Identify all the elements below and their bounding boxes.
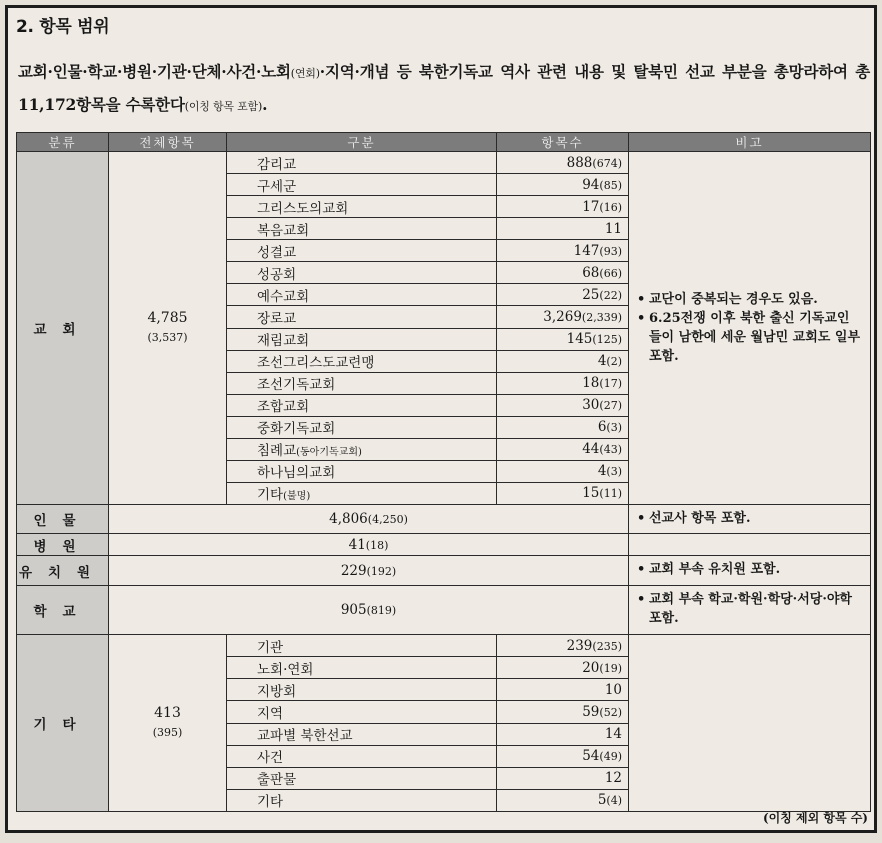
count-cell [497, 306, 629, 328]
remark-text: 교회 부속 학교·학원·학당·서당·야학 포함. [649, 591, 852, 626]
remark-item [637, 509, 862, 528]
division-name: 조선기독교회 [257, 377, 336, 394]
count-value: 44 [582, 441, 600, 458]
division-name: 노회·연회 [257, 661, 314, 678]
remarks-person [629, 505, 871, 534]
division-name: 그리스도의교회 [257, 200, 349, 217]
count-value: 239 [566, 637, 593, 654]
count-cell [497, 679, 629, 701]
division-name: 하나님의교회 [257, 465, 336, 482]
division-name: 장로교 [257, 310, 297, 327]
remark-item [637, 560, 862, 579]
division-cell [227, 372, 497, 394]
count-sub-value: (49) [599, 750, 622, 764]
total-church [109, 152, 227, 505]
total-sub-value: (3,537) [147, 331, 188, 344]
remarks-school [629, 585, 871, 634]
count-cell [497, 152, 629, 174]
count-value: 4,806 [329, 511, 368, 528]
remark-item [637, 290, 862, 309]
count-value: 229 [340, 562, 367, 579]
count-sub-value: (2,339) [581, 310, 622, 324]
count-value: 59 [582, 704, 600, 721]
header-count: 항목수 [497, 133, 629, 152]
count-sub-value: (3) [606, 421, 622, 435]
division-name: 지역 [257, 706, 284, 723]
count-value: 17 [582, 198, 600, 215]
count-sub-value: (11) [599, 487, 622, 501]
table-header-row [17, 133, 871, 152]
division-cell [227, 394, 497, 416]
count-value: 10 [604, 681, 622, 698]
count-cell [497, 438, 629, 460]
count-person [109, 505, 629, 534]
division-name-note: (동아기독교회) [296, 447, 362, 459]
division-name: 구세군 [257, 178, 297, 195]
count-cell [497, 745, 629, 767]
count-sub-value: (125) [592, 333, 622, 347]
bullet-mark: • [637, 511, 646, 526]
division-cell [227, 196, 497, 218]
count-cell [497, 394, 629, 416]
division-cell [227, 174, 497, 196]
count-value: 54 [582, 748, 600, 765]
table-row [17, 556, 871, 585]
category-etc [17, 635, 109, 812]
count-value: 14 [604, 726, 622, 743]
count-school [109, 585, 629, 634]
division-name: 재림교회 [257, 333, 310, 350]
count-value: 20 [582, 659, 600, 676]
division-name: 예수교회 [257, 288, 310, 305]
count-cell [497, 350, 629, 372]
remark-text: 6.25전쟁 이후 북한 출신 기독교인들이 남한에 세운 월남민 교회도 일부 포함. [649, 311, 860, 364]
category-school [17, 585, 109, 634]
count-cell [497, 723, 629, 745]
intro-period: . [262, 95, 268, 114]
division-name-note: (불명) [283, 491, 311, 503]
division-name: 기타 [257, 794, 284, 811]
count-value: 4 [597, 353, 607, 370]
division-name: 사건 [257, 750, 284, 767]
division-cell [227, 284, 497, 306]
count-value: 3,269 [543, 308, 582, 325]
header-division: 구분 [227, 133, 497, 152]
count-value: 25 [582, 286, 600, 303]
count-sub-value: (17) [599, 377, 622, 391]
count-value: 41 [348, 536, 366, 553]
bullet-mark: • [637, 292, 646, 307]
intro-small-2: (이칭 항목 포함) [184, 100, 263, 113]
intro-text-1: 교회·인물·학교·병원·기관·단체·사건·노회 [18, 62, 291, 81]
count-cell [497, 657, 629, 679]
division-cell [227, 789, 497, 811]
division-cell [227, 679, 497, 701]
division-name: 조선그리스도교련맹 [257, 355, 375, 372]
division-name: 출판물 [257, 772, 297, 789]
count-sub-value: (85) [599, 178, 622, 192]
remark-text: 교회 부속 유치원 포함. [649, 562, 781, 578]
division-cell [227, 328, 497, 350]
category-label: 학교 [33, 604, 92, 621]
count-cell [497, 372, 629, 394]
count-sub-value: (52) [599, 706, 622, 720]
total-value: 413 [154, 705, 181, 722]
count-cell [497, 196, 629, 218]
category-label: 인물 [33, 513, 92, 530]
remarks-church [629, 152, 871, 505]
division-cell [227, 657, 497, 679]
count-cell [497, 284, 629, 306]
intro-small-1: (연회) [290, 67, 320, 80]
count-value: 6 [597, 419, 607, 436]
table-row [17, 152, 871, 174]
division-cell [227, 416, 497, 438]
scope-table [16, 132, 871, 812]
division-name: 교파별 북한선교 [257, 728, 353, 745]
division-cell [227, 635, 497, 657]
count-cell [497, 789, 629, 811]
intro-paragraph [18, 56, 870, 122]
table-row [17, 585, 871, 634]
count-sub-value: (3) [606, 465, 622, 479]
count-value: 145 [566, 331, 593, 348]
division-cell [227, 460, 497, 482]
category-label: 병원 [33, 538, 92, 555]
division-name: 지방회 [257, 683, 297, 700]
total-etc [109, 635, 227, 812]
category-label: 교회 [33, 322, 92, 338]
count-value: 30 [582, 397, 600, 414]
remark-text: 교단이 중복되는 경우도 있음. [649, 292, 818, 307]
division-cell [227, 306, 497, 328]
count-value: 15 [582, 485, 600, 502]
category-label: 유치원 [18, 564, 107, 581]
division-name: 기타 [257, 487, 284, 504]
division-cell [227, 745, 497, 767]
count-sub-value: (674) [592, 156, 622, 170]
category-kinder [17, 556, 109, 585]
count-cell [497, 767, 629, 789]
remarks-etc [629, 635, 871, 812]
division-name: 조합교회 [257, 399, 310, 416]
document-page [5, 5, 877, 833]
count-sub-value: (4,250) [367, 513, 408, 527]
table-row [17, 635, 871, 657]
category-church [17, 152, 109, 505]
bullet-mark: • [637, 311, 646, 326]
division-cell [227, 218, 497, 240]
intro-text-2: ·지역·개념 등 북한기독교 역사 관련 내용 및 탈북민 선교 부분을 총망라하여 총 11,172항목을 수록한다 [18, 62, 870, 114]
count-sub-value: (16) [599, 200, 622, 214]
table-row [17, 534, 871, 556]
count-value: 905 [340, 602, 367, 619]
count-sub-value: (27) [599, 399, 622, 413]
division-name: 기관 [257, 639, 284, 656]
header-remarks: 비고 [629, 133, 871, 152]
total-sub-value: (395) [152, 726, 183, 740]
footer-note: (이칭 제외 항목 수) [762, 811, 868, 825]
division-name: 복음교회 [257, 222, 310, 239]
remarks-kinder [629, 556, 871, 585]
division-cell [227, 723, 497, 745]
count-value: 94 [582, 176, 600, 193]
remark-item [637, 590, 862, 628]
division-cell [227, 482, 497, 504]
count-sub-value: (819) [366, 604, 397, 618]
division-cell [227, 350, 497, 372]
count-sub-value: (2) [606, 355, 622, 369]
section-heading: 2. 항목 범위 [16, 17, 110, 37]
count-value: 5 [597, 792, 607, 809]
division-cell [227, 438, 497, 460]
count-cell [497, 635, 629, 657]
category-person [17, 505, 109, 534]
header-total: 전체항목 [109, 133, 227, 152]
division-name: 성결교 [257, 244, 297, 261]
count-sub-value: (192) [366, 564, 397, 578]
bullet-mark: • [637, 591, 646, 607]
division-cell [227, 240, 497, 262]
count-cell [497, 416, 629, 438]
total-value: 4,785 [147, 310, 188, 326]
count-sub-value: (18) [365, 538, 389, 552]
count-value: 888 [566, 154, 593, 171]
count-cell [497, 328, 629, 350]
division-name: 성공회 [257, 266, 297, 283]
count-cell [497, 240, 629, 262]
count-sub-value: (22) [599, 288, 622, 302]
count-cell [497, 218, 629, 240]
count-cell [497, 460, 629, 482]
division-cell [227, 701, 497, 723]
count-value: 12 [604, 770, 622, 787]
count-sub-value: (19) [599, 661, 622, 675]
count-kinder [109, 556, 629, 585]
count-hospital [109, 534, 629, 556]
division-cell [227, 767, 497, 789]
category-hospital [17, 534, 109, 556]
count-sub-value: (235) [592, 639, 622, 653]
count-sub-value: (4) [606, 794, 622, 808]
count-cell [497, 174, 629, 196]
header-category: 분류 [17, 133, 109, 152]
category-label: 기타 [33, 717, 92, 734]
bullet-mark: • [637, 562, 646, 578]
remarks-hospital [629, 534, 871, 556]
count-cell [497, 701, 629, 723]
division-name: 감리교 [257, 156, 297, 173]
count-value: 147 [573, 242, 600, 259]
count-sub-value: (66) [599, 266, 622, 280]
remark-item [637, 309, 862, 366]
division-cell [227, 152, 497, 174]
table-row [17, 505, 871, 534]
division-cell [227, 262, 497, 284]
count-cell [497, 262, 629, 284]
count-sub-value: (43) [599, 443, 622, 457]
count-value: 68 [582, 264, 600, 281]
division-name: 중화기독교회 [257, 421, 336, 438]
remark-text: 선교사 항목 포함. [649, 511, 751, 526]
count-value: 4 [597, 463, 607, 480]
division-name: 침례교 [257, 443, 297, 460]
count-value: 18 [582, 375, 600, 392]
count-value: 11 [604, 220, 622, 237]
count-cell [497, 482, 629, 504]
count-sub-value: (93) [599, 244, 622, 258]
